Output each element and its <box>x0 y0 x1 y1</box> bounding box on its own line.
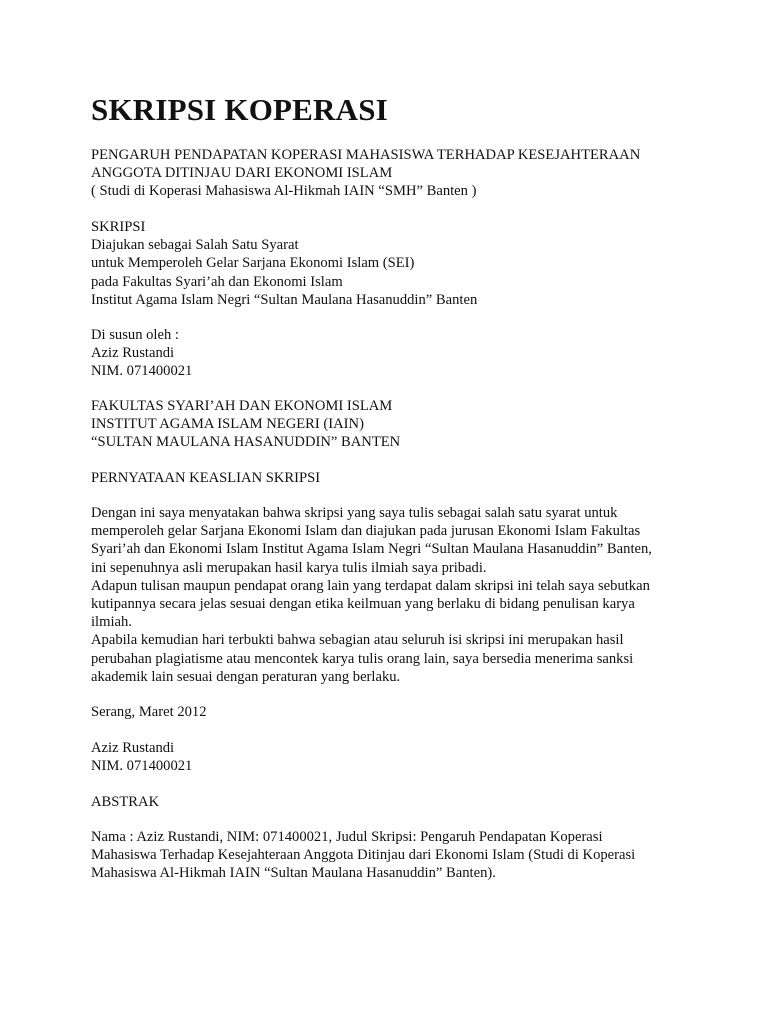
subtitle-line: ANGGOTA DITINJAU DARI EKONOMI ISLAM <box>91 165 393 182</box>
author-label: Di susun oleh : <box>91 327 179 343</box>
abstract-line: Nama : Aziz Rustandi, NIM: 071400021, Judul Skripsi: Pengaruh Pendapatan Koperasi <box>91 829 603 845</box>
abstract-line: Mahasiswa Al-Hikmah IAIN “Sultan Maulana Hasanuddin” Banten). <box>91 865 496 882</box>
submission-block <box>91 218 691 309</box>
submission-line: untuk Memperoleh Gelar Sarjana Ekonomi Islam (SEI) <box>91 255 415 272</box>
abstract-body <box>91 828 691 883</box>
thesis-subtitle <box>91 146 691 201</box>
institution-line: FAKULTAS SYARI’AH DAN EKONOMI ISLAM <box>91 398 393 414</box>
signer-nim: NIM. 071400021 <box>91 758 193 775</box>
page-title: SKRIPSI KOPERASI <box>91 92 388 127</box>
declaration-heading: PERNYATAAN KEASLIAN SKRIPSI <box>91 470 321 486</box>
declaration-line: perubahan plagiatisme atau mencontek karya tulis orang lain, saya bersedia menerima sanksi <box>91 650 634 667</box>
subtitle-line: PENGARUH PENDAPATAN KOPERASI MAHASISWA TERHADAP KESEJAHTERAAN <box>91 147 641 163</box>
institution-line: “SULTAN MAULANA HASANUDDIN” BANTEN <box>91 434 401 451</box>
declaration-line: ini sepenuhnya asli merupakan hasil karya tulis ilmiah saya pribadi. <box>91 559 487 576</box>
submission-heading: SKRIPSI <box>91 219 146 235</box>
submission-line: Institut Agama Islam Negri “Sultan Maulana Hasanuddin” Banten <box>91 291 478 308</box>
declaration-line: Adapun tulisan maupun pendapat orang lain yang terdapat dalam skripsi ini telah saya sebutkan <box>91 577 650 594</box>
submission-line: pada Fakultas Syari’ah dan Ekonomi Islam <box>91 273 343 290</box>
declaration-body <box>91 504 691 686</box>
place-date: Serang, Maret 2012 <box>91 704 207 720</box>
declaration-line: Apabila kemudian hari terbukti bahwa sebagian atau seluruh isi skripsi ini merupakan hasil <box>91 632 624 649</box>
abstract-heading: ABSTRAK <box>91 794 160 810</box>
declaration-line: kutipannya secara jelas sesuai dengan etika keilmuan yang berlaku di bidang penulisan karya <box>91 596 635 613</box>
author-nim: NIM. 071400021 <box>91 363 193 380</box>
abstract-line: Mahasiswa Terhadap Kesejahteraan Anggota Ditinjau dari Ekonomi Islam (Studi di Koperasi <box>91 847 636 864</box>
signature-block <box>91 739 691 775</box>
author-name: Aziz Rustandi <box>91 345 175 362</box>
declaration-line: ilmiah. <box>91 614 132 631</box>
institution-block <box>91 397 691 452</box>
subtitle-line: ( Studi di Koperasi Mahasiswa Al-Hikmah IAIN “SMH” Banten ) <box>91 183 477 200</box>
declaration-line: Syari’ah dan Ekonomi Islam Institut Agama Islam Negri “Sultan Maulana Hasanuddin” Banten, <box>91 541 652 558</box>
declaration-line: akademik lain sesuai dengan peraturan yang berlaku. <box>91 668 401 685</box>
signer-name: Aziz Rustandi <box>91 740 175 756</box>
submission-line: Diajukan sebagai Salah Satu Syarat <box>91 237 299 254</box>
author-block <box>91 326 691 381</box>
declaration-line: memperoleh gelar Sarjana Ekonomi Islam dan diajukan pada jurusan Ekonomi Islam Fakultas <box>91 523 641 540</box>
declaration-line: Dengan ini saya menyatakan bahwa skripsi yang saya tulis sebagai salah satu syarat untuk <box>91 505 618 521</box>
institution-line: INSTITUT AGAMA ISLAM NEGERI (IAIN) <box>91 416 364 433</box>
